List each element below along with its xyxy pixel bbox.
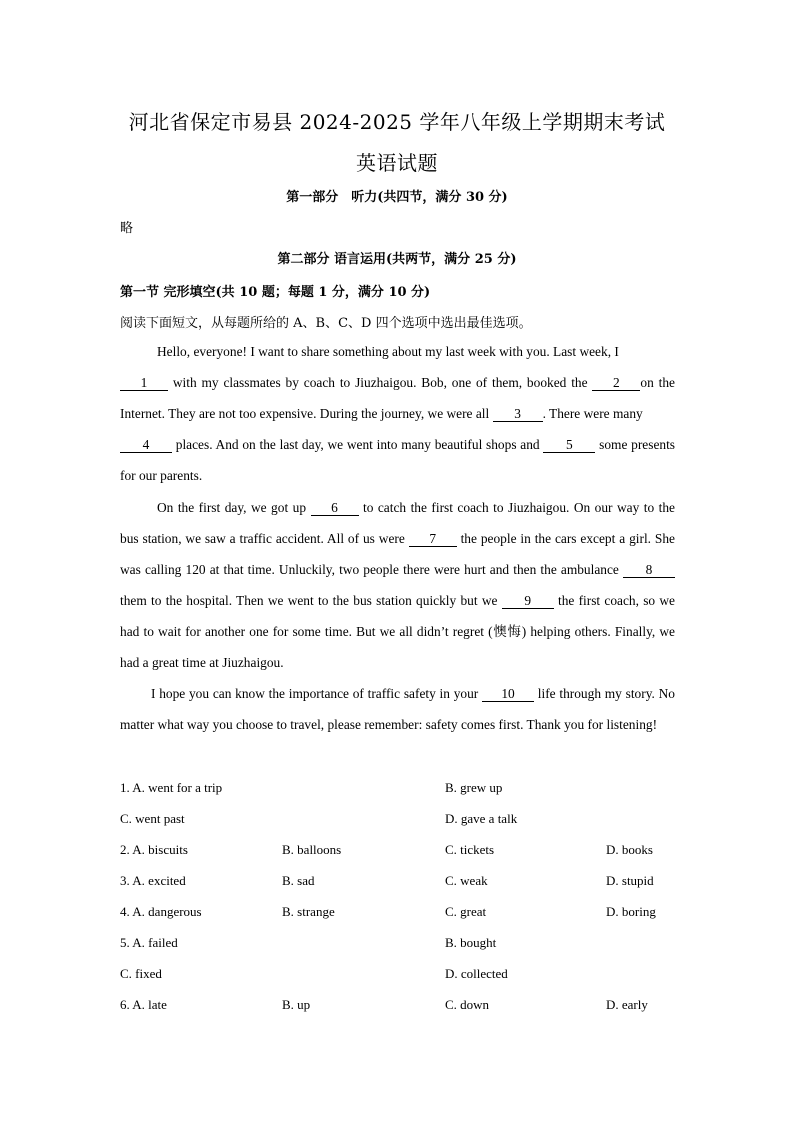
blank-4: 4 [120, 438, 172, 453]
option-text: D. stupid [606, 873, 654, 888]
question-5-options-row-2 [120, 966, 720, 986]
exam-title: 河北省保定市易县 2024-2025 学年八年级上学期期末考试 [128, 110, 666, 134]
blank-3: 3 [493, 407, 543, 422]
option-text: 2. A. biscuits [120, 842, 188, 857]
blank-6: 6 [311, 501, 359, 516]
passage-text: the first coach, so we had to wait for another one for some time. But we all didn’t regret (懊悔) helping others. Finally, we had a great time at Jiuzhaigou. [120, 593, 675, 670]
question-5-options-row-1 [120, 935, 720, 955]
option-text: 3. A. excited [120, 873, 186, 888]
passage-text: the people in the cars except a girl. She was calling 120 at that time. Unluckily, two people there were hurt and then the ambulance [120, 531, 675, 577]
option-text: 1. A. went for a trip [120, 780, 223, 795]
blank-9: 9 [502, 594, 554, 609]
question-2-options [120, 842, 720, 862]
passage-text: places. And on the last day, we went into many beautiful shops and [172, 437, 544, 452]
passage-text: with my classmates by coach to Jiuzhaigou. Bob, one of them, booked the [168, 375, 593, 390]
option-text: C. went past [120, 811, 185, 826]
option-text: C. weak [445, 873, 488, 888]
passage-paragraph-2 [120, 492, 675, 678]
option-text: B. sad [282, 873, 315, 888]
question-4-options [120, 904, 720, 924]
passage-text: I hope you can know the importance of traffic safety in your [151, 686, 483, 701]
part2-heading: 第二部分 语言运用(共两节，满分 25 分) [277, 252, 517, 267]
passage-text: Hello, everyone! I want to share something about my last week with you. Last week, I [157, 344, 619, 359]
part1-omitted-note: 略 [120, 221, 134, 236]
passage-paragraph-3 [120, 678, 675, 740]
option-text: C. tickets [445, 842, 495, 857]
question-1-options-row-2 [120, 811, 720, 831]
option-text: D. books [606, 842, 653, 857]
option-text: 4. A. dangerous [120, 904, 202, 919]
blank-7: 7 [409, 532, 457, 547]
option-text: D. early [606, 997, 648, 1012]
question-1-options-row-1 [120, 780, 720, 800]
option-text: C. down [445, 997, 490, 1012]
passage-text: . There were many [542, 406, 643, 421]
passage-text: them to the hospital. Then we went to the bus station quickly but we [120, 593, 502, 608]
option-text: 6. A. late [120, 997, 167, 1012]
option-text: B. balloons [282, 842, 342, 857]
instructions: 阅读下面短文，从每题所给的 A、B、C、D 四个选项中选出最佳选项。 [120, 316, 532, 331]
passage-text: some presents for our parents. [120, 437, 676, 483]
exam-subject: 英语试题 [356, 151, 438, 175]
blank-2: 2 [592, 376, 640, 391]
passage-paragraph-1 [120, 336, 675, 491]
passage-text: to catch the first coach to Jiuzhaigou. On our way to the bus station, we saw a traffic accident. All of us were [120, 500, 676, 546]
section1-heading: 第一节 完形填空(共 10 题；每题 1 分，满分 10 分) [120, 285, 431, 300]
question-3-options [120, 873, 720, 893]
blank-10: 10 [482, 687, 534, 702]
passage-text: On the first day, we got up [157, 500, 311, 515]
option-text: C. fixed [120, 966, 162, 981]
option-text: B. grew up [445, 780, 503, 795]
blank-8: 8 [623, 563, 675, 578]
option-text: 5. A. failed [120, 935, 178, 950]
option-text: D. gave a talk [445, 811, 518, 826]
option-text: C. great [445, 904, 487, 919]
option-text: D. boring [606, 904, 656, 919]
option-text: B. bought [445, 935, 497, 950]
passage-text: life through my story. No matter what way you choose to travel, please remember: safety comes first. Thank you for listening! [120, 686, 675, 732]
part1-heading: 第一部分 听力(共四节，满分 30 分) [286, 190, 508, 205]
blank-5: 5 [543, 438, 595, 453]
question-6-options [120, 997, 720, 1017]
option-text: B. strange [282, 904, 335, 919]
passage-text: on the Internet. They are not too expensive. During the journey, we were all [120, 375, 675, 421]
blank-1: 1 [120, 376, 168, 391]
option-text: B. up [282, 997, 311, 1012]
option-text: D. collected [445, 966, 508, 981]
